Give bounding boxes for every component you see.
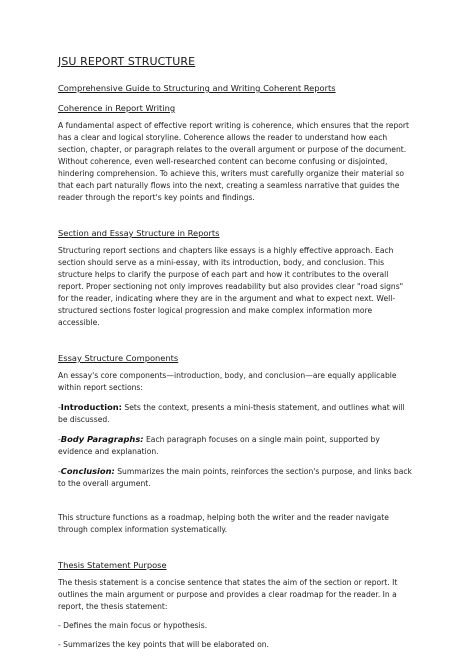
thesis-bullet: - Defines the main focus or hypothesis. [58,621,208,630]
component-item-body [58,433,414,458]
component-item-introduction [58,401,414,426]
section-body-thesis: The thesis statement is a concise sentence that states the aim of the section or report. It outlines the main argument or purpose and provides a clear roadmap for the reader. In a report, the thesis statement: [58,578,398,611]
thesis-bullet: - Summarizes the key points that will be elaborated on. [58,640,269,649]
component-prefix: - [58,467,61,476]
section-structure [58,228,414,329]
section-heading-coherence: Coherence in Report Writing [58,103,176,113]
component-term-conclusion: Conclusion: [60,466,115,476]
document-title: JSU REPORT STRUCTURE [58,55,196,68]
section-heading-structure: Section and Essay Structure in Reports [58,228,220,238]
component-prefix: - [58,435,61,444]
section-heading-components: Essay Structure Components [58,353,179,363]
component-term-body: Body Paragraphs: [60,434,144,444]
components-closing: This structure functions as a roadmap, helping both the writer and the reader navigate through complex information systematically. [58,513,389,534]
document-subtitle: Comprehensive Guide to Structuring and Writing Coherent Reports [58,83,336,93]
component-text-conclusion: Summarizes the main points, reinforces the section's purpose, and links back to the overall argument. [58,467,412,488]
components-intro: An essay's core components—introduction, body, and conclusion—are equally applicable within report sections: [58,371,397,392]
section-thesis [58,560,414,651]
section-components [58,353,414,536]
section-coherence [58,103,414,204]
section-heading-thesis: Thesis Statement Purpose [58,560,167,570]
component-text-introduction: Sets the context, presents a mini-thesis statement, and outlines what will be discussed. [58,403,405,424]
component-text-body: Each paragraph focuses on a single main point, supported by evidence and explanation. [58,435,380,456]
component-term-introduction: Introduction: [60,402,123,412]
section-body-coherence: A fundamental aspect of effective report writing is coherence, which ensures that the report has a clear and logical storyline. Coherence allows the reader to understand how each section, chapter, or paragraph relates to the overall argument or purpose of the document. Without coherence, even well-researched content can become confusing or disjointed, hindering comprehension. To achieve this, writers must carefully organize their material so that each part naturally flows into the next, creating a seamless narrative that guides the reader through the report's key points and findings. [58,121,410,202]
component-item-conclusion [58,465,414,490]
component-prefix: - [58,403,61,412]
section-body-structure: Structuring report sections and chapters like essays is a highly effective approach. Each section should serve as a mini-essay, with its introduction, body, and conclusion. This structure helps to clarify the purpose of each part and how it contributes to the overall report. Proper sectioning not only improves readability but also provides clear "road signs" for the reader, indicating where they are in the argument and what to expect next. Well-structured sections foster logical progression and make complex information more accessible. [58,246,404,327]
